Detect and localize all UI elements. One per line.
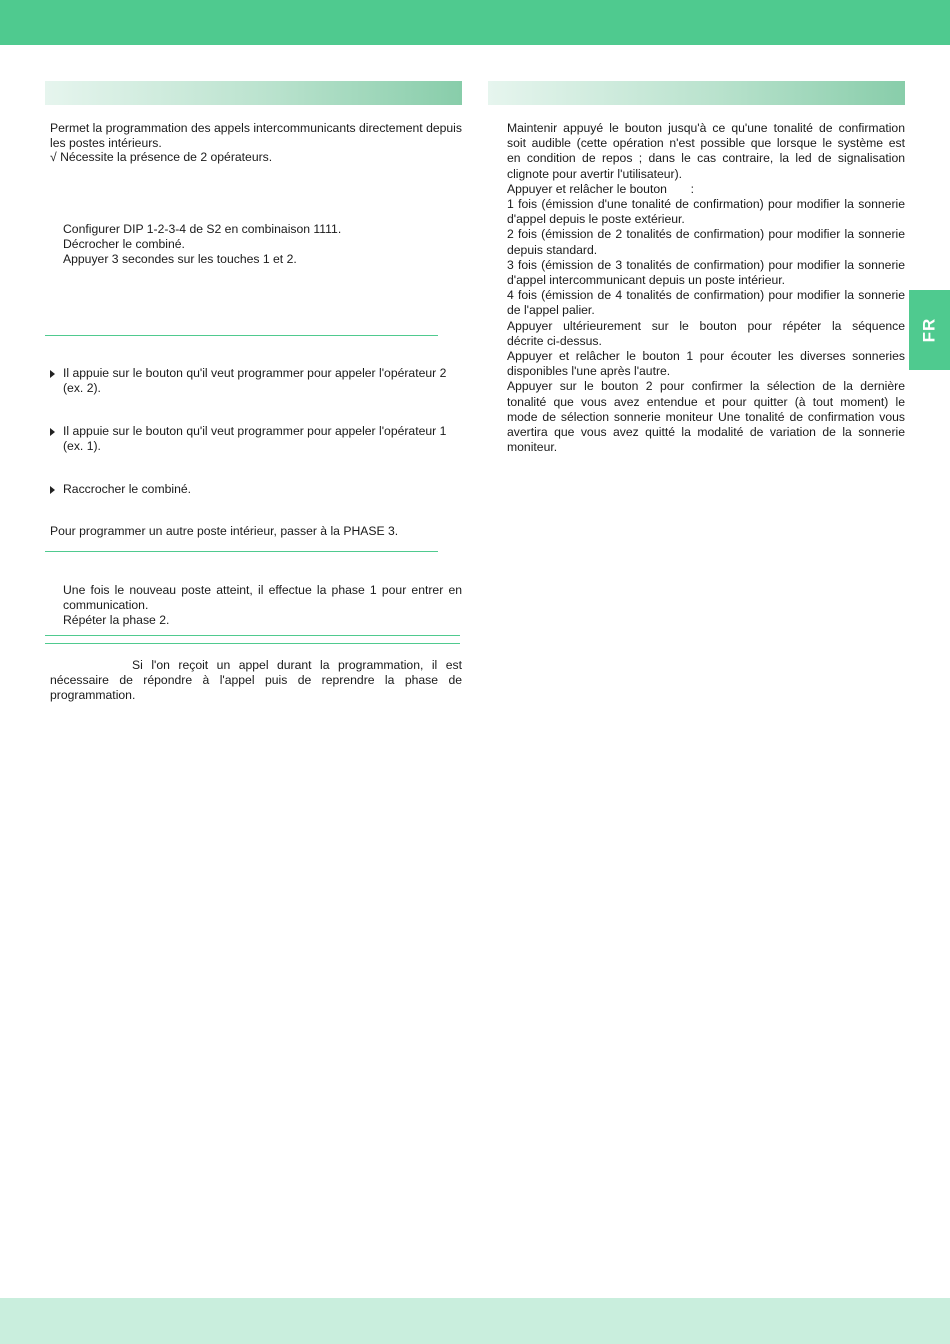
instruction-line: soit audible (cette opération n'est possible que lorsque le système est xyxy=(507,136,905,151)
instruction-line: tonalité que vous avez entendue et pour quitter (à tout moment) le xyxy=(507,394,905,409)
instruction-line: Appuyer et relâcher le bouton 1 pour écouter les diverses sonneries xyxy=(507,349,905,364)
instruction-line: 4 fois (émission de 4 tonalités de confirmation) pour modifier la sonnerie xyxy=(507,288,905,303)
instruction-line: depuis standard. xyxy=(507,242,598,257)
left-section-header-bar xyxy=(45,81,462,105)
phase-1-steps xyxy=(63,222,462,268)
instruction-line: de l'appel palier. xyxy=(507,303,595,318)
intro-requirement xyxy=(50,150,462,165)
arrow-right-icon xyxy=(50,486,55,494)
instruction-line: avertira que vous avez quitté la modalité de variation de la sonnerie xyxy=(507,425,905,440)
instruction-line: en condition de repos ; dans le cas contraire, la led de signalisation xyxy=(507,151,905,166)
phase-1-step: Configurer DIP 1-2-3-4 de S2 en combinaison 1111. xyxy=(63,222,342,236)
note-divider-bottom xyxy=(45,643,460,644)
language-tab-label: FR xyxy=(919,317,939,343)
instruction-line: d'appel depuis le poste extérieur. xyxy=(507,212,685,227)
phase-1-step: Appuyer 3 secondes sur les touches 1 et 2. xyxy=(63,252,297,267)
top-banner xyxy=(0,0,950,45)
note-divider-top xyxy=(45,635,460,636)
bottom-banner xyxy=(0,1298,950,1344)
bullet-item xyxy=(50,366,462,398)
phase-3-step: Répéter la phase 2. xyxy=(63,613,170,628)
instruction-line: 1 fois (émission d'une tonalité de confirmation) pour modifier la sonnerie xyxy=(507,197,905,212)
section-divider xyxy=(45,335,438,336)
intro-paragraph: Permet la programmation des appels intercommunicants directement depuis les postes intérieurs. xyxy=(50,121,462,151)
section-divider xyxy=(45,551,438,552)
instruction-line: clignote pour avertir l'utilisateur). xyxy=(507,166,683,181)
phase-3-steps xyxy=(63,583,462,629)
instruction-line: décrite ci-dessus. xyxy=(507,333,602,348)
instruction-line: Appuyer sur le bouton 2 pour confirmer la sélection de la dernière xyxy=(507,379,905,394)
phase-3-step: Une fois le nouveau poste atteint, il effectue la phase 1 pour entrer en communication. xyxy=(63,583,462,613)
instruction-line: Appuyer ultérieurement sur le bouton pour répéter la séquence xyxy=(507,318,905,333)
right-instructions xyxy=(507,121,905,455)
arrow-right-icon xyxy=(50,370,55,378)
instruction-line: 3 fois (émission de 3 tonalités de confirmation) pour modifier la sonnerie xyxy=(507,257,905,272)
instruction-line: disponibles l'une après l'autre. xyxy=(507,364,671,379)
instruction-line: Appuyer et relâcher le bouton : xyxy=(507,181,694,196)
language-tab xyxy=(909,290,950,370)
instruction-line: mode de sélection sonnerie moniteur Une tonalité de confirmation vous xyxy=(507,409,905,424)
bullet-item xyxy=(50,482,462,498)
instruction-line: 2 fois (émission de 2 tonalités de confirmation) pour modifier la sonnerie xyxy=(507,227,905,242)
right-section-header-bar xyxy=(488,81,905,105)
instruction-line: moniteur. xyxy=(507,440,558,455)
intro-requirement-text: Nécessite la présence de 2 opérateurs. xyxy=(60,150,273,164)
arrow-right-icon xyxy=(50,428,55,436)
phase-3-note: Pour programmer un autre poste intérieur, passer à la PHASE 3. xyxy=(50,524,399,538)
bullet-text: Il appuie sur le bouton qu'il veut programmer pour appeler l'opérateur 2 (ex. 2). xyxy=(63,366,447,396)
instruction-line: d'appel intercommunicant depuis un poste intérieur. xyxy=(507,273,786,288)
note-paragraph: Si l'on reçoit un appel durant la programmation, il est nécessaire de répondre à l'appel puis de reprendre la phase de programmation. xyxy=(50,658,462,703)
bullet-item xyxy=(50,424,462,456)
bullet-text: Raccrocher le combiné. xyxy=(63,482,192,496)
bullet-text: Il appuie sur le bouton qu'il veut programmer pour appeler l'opérateur 1 (ex. 1). xyxy=(63,424,447,454)
phase-1-step: Décrocher le combiné. xyxy=(63,237,185,252)
check-icon: √ xyxy=(50,150,57,164)
instruction-line: Maintenir appuyé le bouton jusqu'à ce qu'une tonalité de confirmation xyxy=(507,121,905,135)
